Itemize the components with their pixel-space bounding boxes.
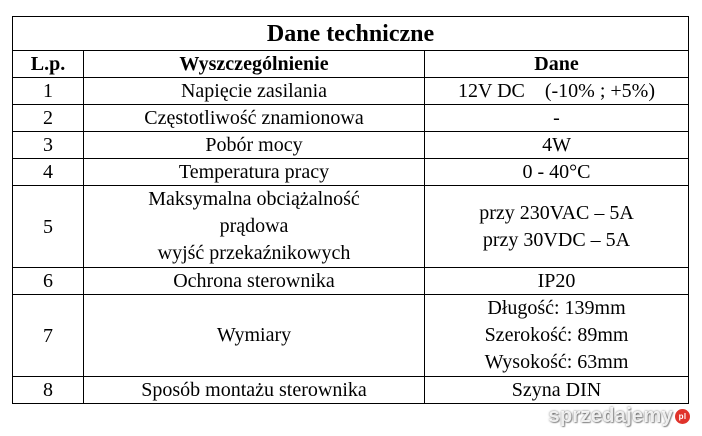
value-line: Wysokość: 63mm <box>484 351 629 373</box>
row-item <box>84 132 425 159</box>
row-value <box>425 159 689 186</box>
table-title: Dane techniczne <box>13 17 689 51</box>
item-line: Wymiary <box>216 324 292 346</box>
row-value <box>425 295 689 377</box>
sprzedajemy-watermark <box>549 405 690 428</box>
table-row <box>13 159 689 186</box>
row-value <box>425 132 689 159</box>
item-line: Sposób montażu sterownika <box>141 379 367 401</box>
item-line: Częstotliwość znamionowa <box>144 107 364 129</box>
value-line: 4W <box>542 134 571 156</box>
row-item <box>84 295 425 377</box>
header-row <box>13 51 689 78</box>
table-row <box>13 78 689 105</box>
technical-data-table <box>12 16 689 404</box>
row-item <box>84 78 425 105</box>
value-line: Szerokość: 89mm <box>484 324 629 346</box>
value-line: przy 230VAC – 5A <box>479 201 634 224</box>
value-line: IP20 <box>537 270 576 292</box>
item-line: Temperatura pracy <box>178 161 330 183</box>
table-row <box>13 132 689 159</box>
item-line: Pobór mocy <box>205 134 303 156</box>
row-value <box>425 78 689 105</box>
column-header-item: Wyszczególnienie <box>84 51 425 78</box>
table-row <box>13 295 689 377</box>
item-line: wyjść przekaźnikowych <box>157 242 351 264</box>
table-row <box>13 268 689 295</box>
value-line: Szyna DIN <box>511 379 602 401</box>
table-row <box>13 377 689 404</box>
column-header-lp: L.p. <box>13 51 84 78</box>
item-line: Maksymalna obciążalność <box>148 188 360 210</box>
row-value <box>425 105 689 132</box>
row-number: 7 <box>13 295 84 377</box>
row-number: 8 <box>13 377 84 404</box>
row-value <box>425 186 689 268</box>
row-number: 2 <box>13 105 84 132</box>
watermark-text: sprzedajemy <box>548 405 673 427</box>
value-line: 0 - 40°C <box>522 161 591 183</box>
value-line: 12V DC (-10% ; +5%) <box>458 80 656 102</box>
watermark-badge: pl <box>675 409 690 424</box>
row-item <box>84 268 425 295</box>
row-number: 3 <box>13 132 84 159</box>
column-header-value: Dane <box>425 51 689 78</box>
row-number: 1 <box>13 78 84 105</box>
table-row <box>13 105 689 132</box>
value-line: przy 30VDC – 5A <box>482 228 631 251</box>
row-item <box>84 377 425 404</box>
item-line: Ochrona sterownika <box>173 270 335 292</box>
row-number: 6 <box>13 268 84 295</box>
row-number: 5 <box>13 186 84 268</box>
value-line: - <box>553 107 560 129</box>
item-line: Napięcie zasilania <box>180 80 328 102</box>
row-item <box>84 159 425 186</box>
title-row <box>13 17 689 51</box>
row-item <box>84 105 425 132</box>
row-number: 4 <box>13 159 84 186</box>
row-value <box>425 268 689 295</box>
item-line: prądowa <box>219 215 289 237</box>
value-line: Długość: 139mm <box>487 297 626 319</box>
row-value <box>425 377 689 404</box>
table-row <box>13 186 689 268</box>
row-item <box>84 186 425 268</box>
